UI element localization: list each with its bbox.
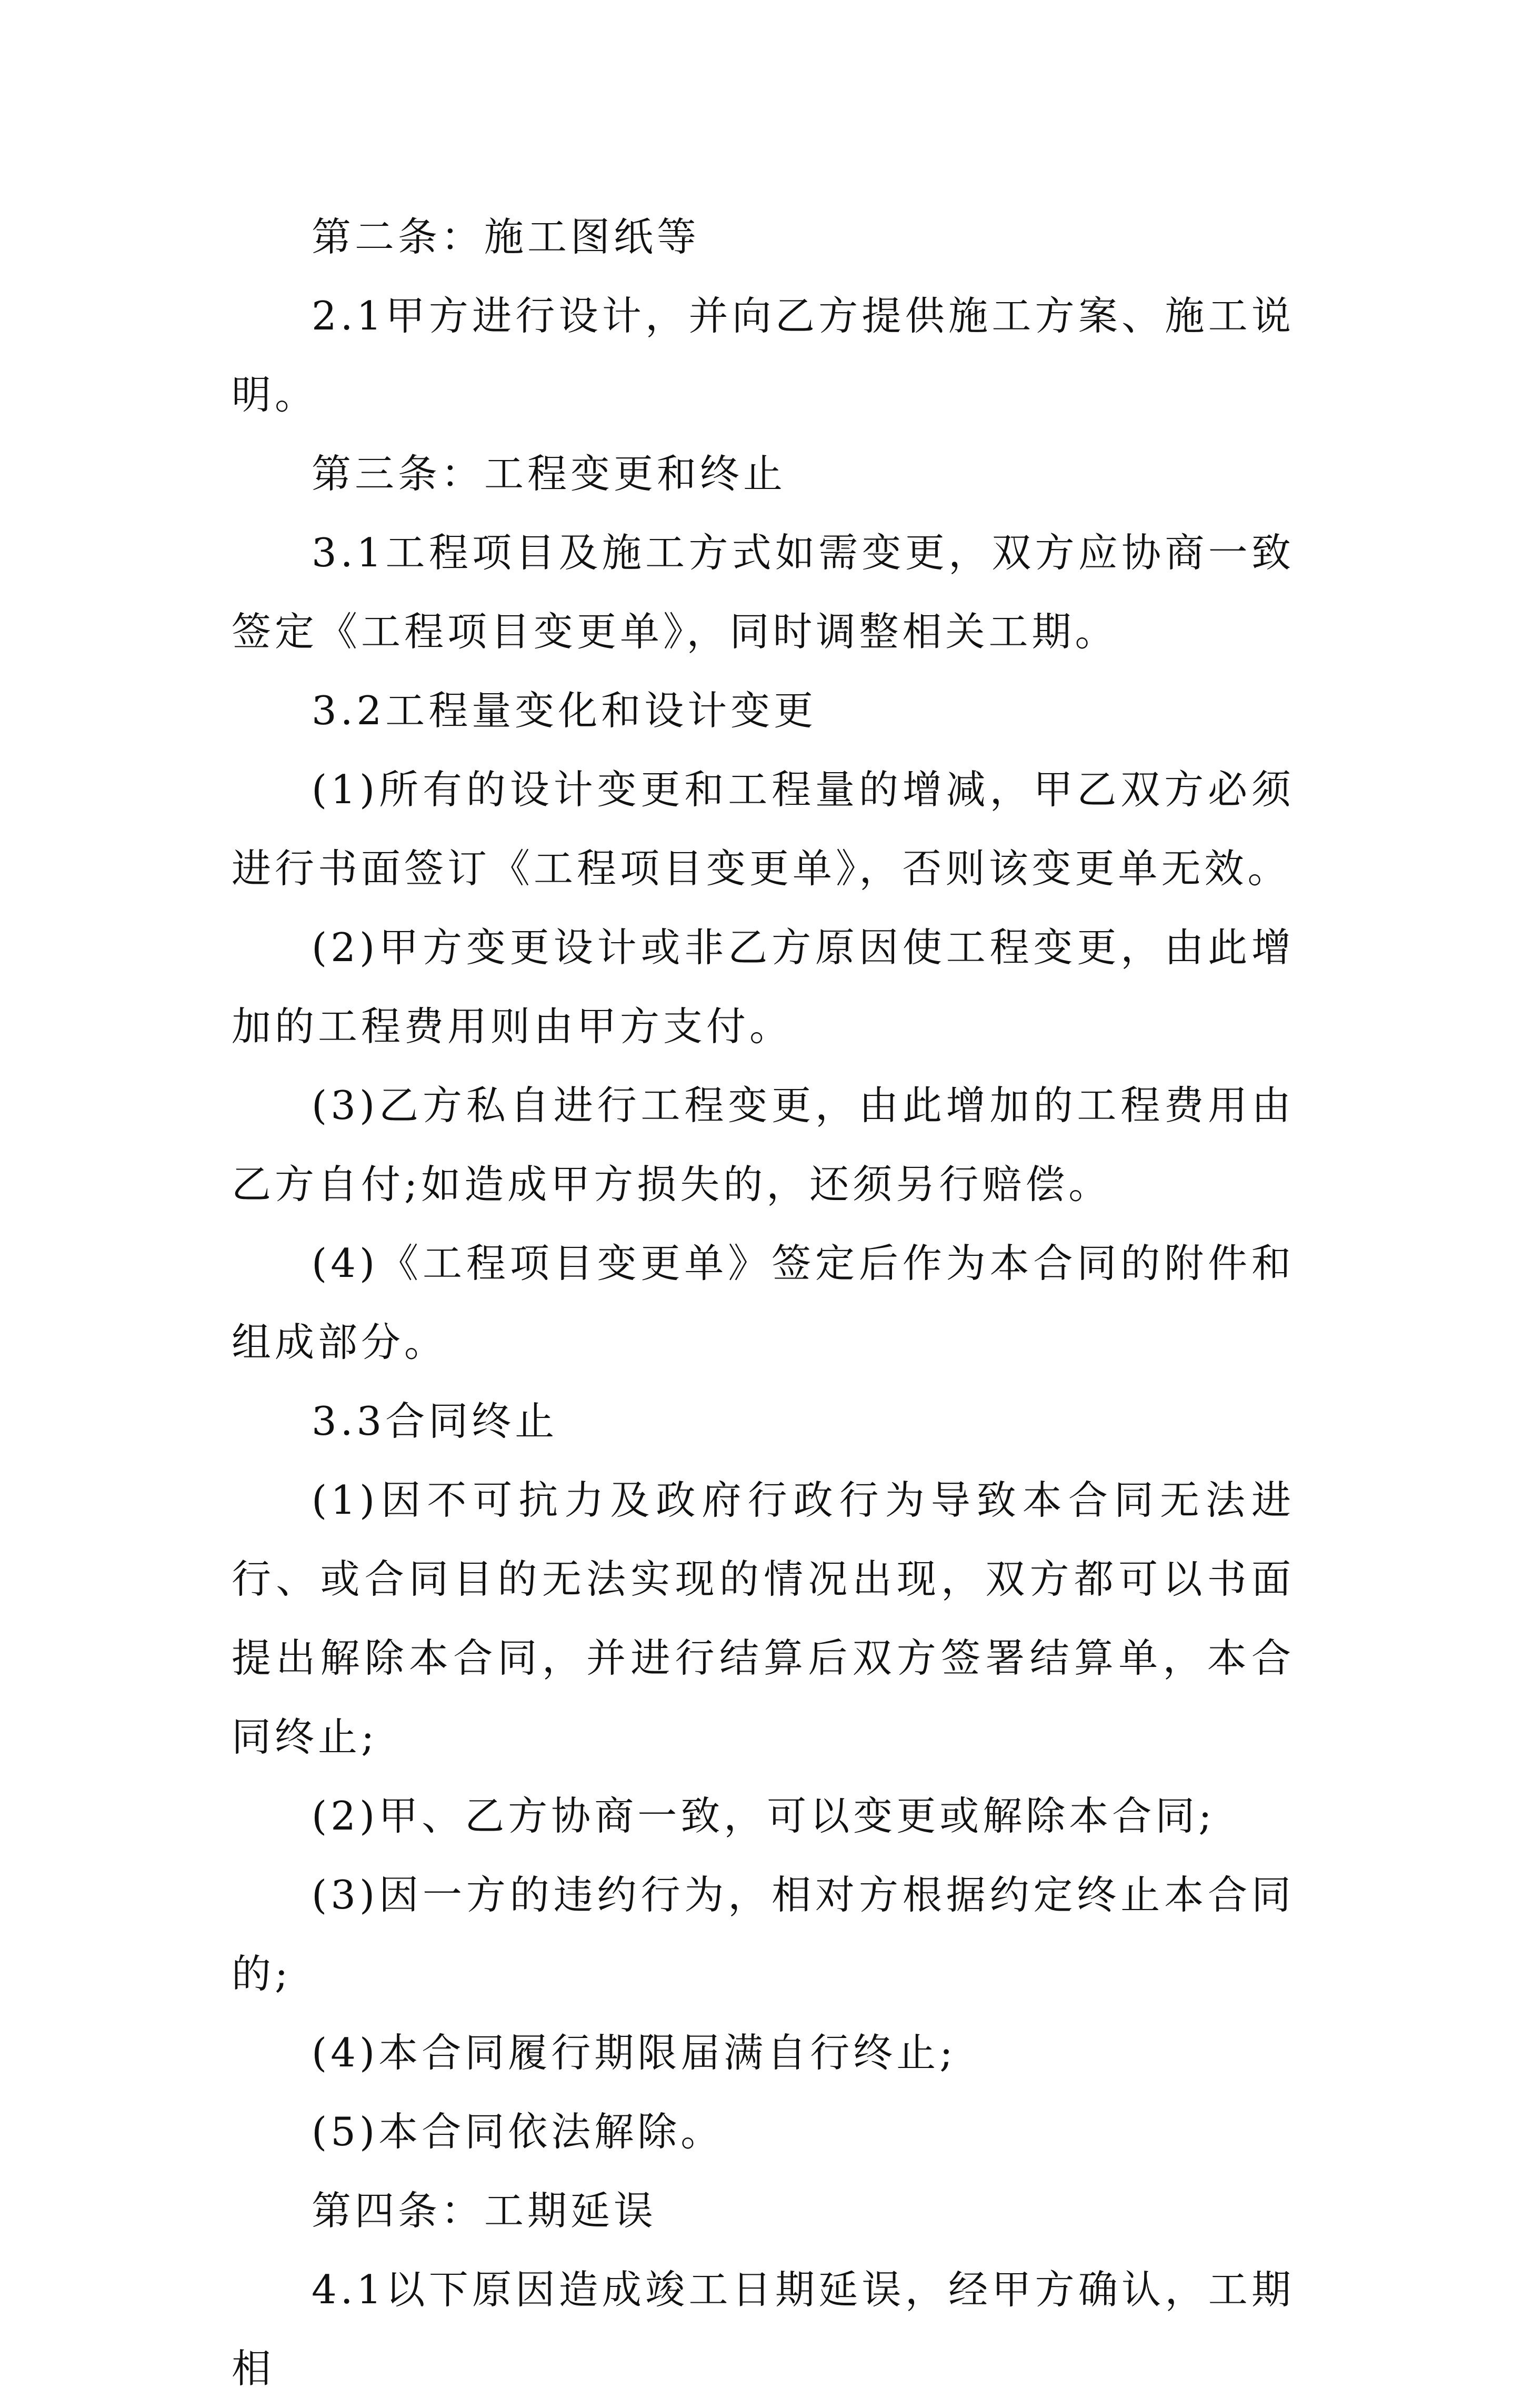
clause-2-1: 2.1甲方进行设计，并向乙方提供施工方案、施工说明。 bbox=[232, 293, 1295, 418]
clause-3-3-item-4: (4)本合同履行期限届满自行终止; bbox=[312, 2030, 957, 2076]
clause-3-2-item-4: (4)《工程项目变更单》签定后作为本合同的附件和组成部分。 bbox=[232, 1240, 1295, 1365]
document-body bbox=[232, 197, 1295, 2408]
article-2-heading: 第二条：施工图纸等 bbox=[312, 214, 700, 260]
article-3-heading: 第三条：工程变更和终止 bbox=[312, 451, 787, 497]
clause-3-2: 3.2工程量变化和设计变更 bbox=[312, 687, 817, 734]
clause-3-3-item-2: (2)甲、乙方协商一致，可以变更或解除本合同; bbox=[312, 1793, 1216, 1839]
clause-3-1: 3.1工程项目及施工方式如需变更，双方应协商一致签定《工程项目变更单》，同时调整相关工期。 bbox=[232, 529, 1295, 655]
clause-3-2-item-3: (3)乙方私自进行工程变更，由此增加的工程费用由乙方自付;如造成甲方损失的，还须另行赔偿。 bbox=[232, 1082, 1295, 1207]
clause-3-2-item-2: (2)甲方变更设计或非乙方原因使工程变更，由此增加的工程费用则由甲方支付。 bbox=[232, 924, 1295, 1050]
clause-3-3-item-1: (1)因不可抗力及政府行政行为导致本合同无法进行、或合同目的无法实现的情况出现，双方都可以书面提出解除本合同，并进行结算后双方签署结算单，本合同终止; bbox=[232, 1477, 1295, 1760]
clause-3-2-item-1: (1)所有的设计变更和工程量的增减，甲乙双方必须进行书面签订《工程项目变更单》，否则该变更单无效。 bbox=[232, 766, 1295, 892]
clause-3-3-item-5: (5)本合同依法解除。 bbox=[312, 2109, 724, 2155]
clause-3-3-item-3: (3)因一方的违约行为，相对方根据约定终止本合同的; bbox=[232, 1872, 1295, 1997]
article-4-heading: 第四条：工期延误 bbox=[312, 2187, 657, 2234]
clause-3-3: 3.3合同终止 bbox=[312, 1398, 558, 1444]
clause-4-1: 4.1以下原因造成竣工日期延误，经甲方确认，工期相 bbox=[232, 2266, 1295, 2392]
